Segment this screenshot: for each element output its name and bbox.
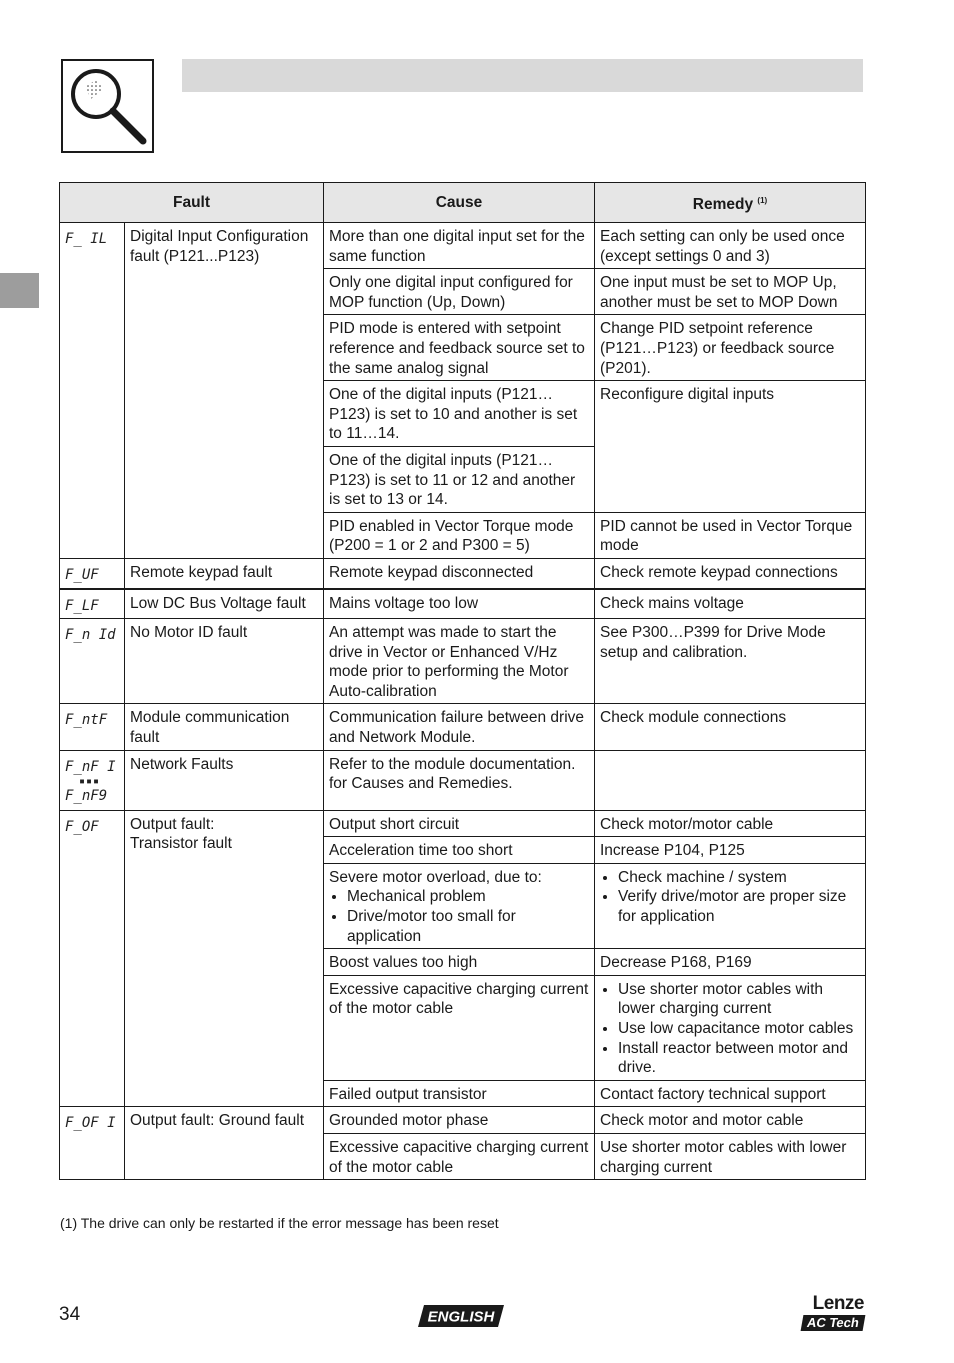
cause-cell: PID mode is entered with setpoint reference and feedback source set to the same analog signal	[324, 315, 595, 381]
fault-code-range	[60, 750, 125, 810]
list-item: • Verify drive/motor are proper size for application	[618, 887, 860, 926]
fault-code-first: F_nF I	[65, 758, 116, 775]
cause-cell: Excessive capacitive charging current of the motor cable	[324, 975, 595, 1080]
fault-name: Low DC Bus Voltage fault	[125, 589, 324, 619]
title-bar	[182, 59, 863, 92]
fault-code: F_LF	[60, 589, 125, 619]
fault-name: Digital Input Configuration fault (P121...P123)	[125, 223, 324, 559]
fault-name: Output fault: Ground fault	[125, 1107, 324, 1180]
language-badge-shape	[418, 1305, 504, 1327]
table-row	[60, 589, 866, 619]
cause-cell: One of the digital inputs (P121…P123) is set to 11 or 12 and another is set to 13 or 14.	[324, 446, 595, 512]
table-row	[60, 750, 866, 810]
remedy-cell: Decrease P168, P169	[595, 949, 866, 976]
list-item: • Mechanical problem	[347, 887, 589, 907]
language-badge	[418, 1305, 504, 1327]
remedy-cell: One input must be set to MOP Up, another must be set to MOP Down	[595, 269, 866, 315]
cause-cell: Refer to the module documentation. for Causes and Remedies.	[324, 750, 595, 810]
fault-code: F_ntF	[60, 704, 125, 750]
cause-cell: One of the digital inputs (P121…P123) is set to 10 and another is set to 11…14.	[324, 381, 595, 447]
remedy-list	[600, 868, 860, 927]
remedy-cell	[595, 975, 866, 1080]
table-row	[60, 810, 866, 837]
remedy-cell: Check mains voltage	[595, 589, 866, 619]
table-row	[60, 1107, 866, 1134]
cause-cell: Acceleration time too short	[324, 837, 595, 864]
list-item: • Drive/motor too small for application	[347, 907, 589, 946]
fault-code: F_n Id	[60, 619, 125, 704]
cause-cell: Mains voltage too low	[324, 589, 595, 619]
header-fault: Fault	[60, 183, 324, 223]
cause-cell: Excessive capacitive charging current of the motor cable	[324, 1133, 595, 1179]
remedy-cell: Each setting can only be used once (except settings 0 and 3)	[595, 223, 866, 269]
remedy-cell	[595, 750, 866, 810]
logo-subbrand: AC Tech	[801, 1315, 866, 1331]
table-row	[60, 704, 866, 750]
remedy-cell: Check motor and motor cable	[595, 1107, 866, 1134]
cause-cell: An attempt was made to start the drive in Vector or Enhanced V/Hz mode prior to performing the Motor Auto-calibration	[324, 619, 595, 704]
fault-code: F_ IL	[60, 223, 125, 559]
remedy-cell: See P300…P399 for Drive Mode setup and calibration.	[595, 619, 866, 704]
lenze-logo	[802, 1294, 864, 1334]
remedy-cell: Change PID setpoint reference (P121…P123) or feedback source (P201).	[595, 315, 866, 381]
fault-name-line1: Output fault:	[130, 815, 215, 833]
side-tab	[0, 273, 39, 308]
fault-code-last: F_nF9	[65, 788, 108, 805]
cause-cell: Output short circuit	[324, 810, 595, 837]
remedy-cell: PID cannot be used in Vector Torque mode	[595, 512, 866, 558]
remedy-list	[600, 980, 860, 1078]
logo-wordmark: Lenze	[812, 1293, 864, 1314]
cause-cell: Only one digital input configured for MOP function (Up, Down)	[324, 269, 595, 315]
footnote: (1) The drive can only be restarted if the error message has been reset	[60, 1215, 499, 1231]
remedy-cell: Check motor/motor cable	[595, 810, 866, 837]
language-label: ENGLISH	[427, 1308, 495, 1326]
remedy-cell: Use shorter motor cables with lower charging current	[595, 1133, 866, 1179]
cause-cell: Boost values too high	[324, 949, 595, 976]
table-row	[60, 558, 866, 588]
fault-table	[59, 182, 866, 1180]
cause-cell: Remote keypad disconnected	[324, 558, 595, 588]
remedy-cell	[595, 863, 866, 948]
list-item: • Install reactor between motor and drive.	[618, 1039, 860, 1078]
list-item: • Check machine / system	[618, 868, 860, 888]
page-number: 34	[59, 1304, 81, 1325]
table-row	[60, 619, 866, 704]
cause-text: Severe motor overload, due to:	[329, 868, 542, 886]
magnifier-icon	[61, 59, 154, 153]
list-item: • Use low capacitance motor cables	[618, 1019, 860, 1039]
fault-code: F_OF I	[60, 1107, 125, 1180]
fault-name	[125, 810, 324, 1107]
cause-cell: Failed output transistor	[324, 1080, 595, 1107]
remedy-cell: Contact factory technical support	[595, 1080, 866, 1107]
cause-cell	[324, 863, 595, 948]
header-remedy-label: Remedy	[692, 195, 754, 213]
fault-name: Remote keypad fault	[125, 558, 324, 588]
cause-cell: Grounded motor phase	[324, 1107, 595, 1134]
fault-name: Module communication fault	[125, 704, 324, 750]
cause-cell: Communication failure between drive and Network Module.	[324, 704, 595, 750]
cause-list	[329, 887, 589, 946]
list-item: • Use shorter motor cables with lower charging current	[618, 980, 860, 1019]
cause-cell: PID enabled in Vector Torque mode (P200 = 1 or 2 and P300 = 5)	[324, 512, 595, 558]
table-row	[60, 223, 866, 269]
cause-cell: More than one digital input set for the same function	[324, 223, 595, 269]
fault-name-line2: Transistor fault	[130, 835, 232, 853]
remedy-cell: Check module connections	[595, 704, 866, 750]
remedy-cell: Reconfigure digital inputs	[595, 381, 866, 513]
remedy-cell: Increase P104, P125	[595, 837, 866, 864]
fault-code: F_UF	[60, 558, 125, 588]
header-cause: Cause	[324, 183, 595, 223]
remedy-cell: Check remote keypad connections	[595, 558, 866, 588]
range-dots: ▪▪▪	[79, 776, 101, 788]
fault-name: No Motor ID fault	[125, 619, 324, 704]
fault-name: Network Faults	[125, 750, 324, 810]
header-row	[60, 183, 866, 223]
fault-code: F_OF	[60, 810, 125, 1107]
footnote-marker: (1)	[757, 195, 768, 205]
header-remedy	[595, 183, 866, 223]
